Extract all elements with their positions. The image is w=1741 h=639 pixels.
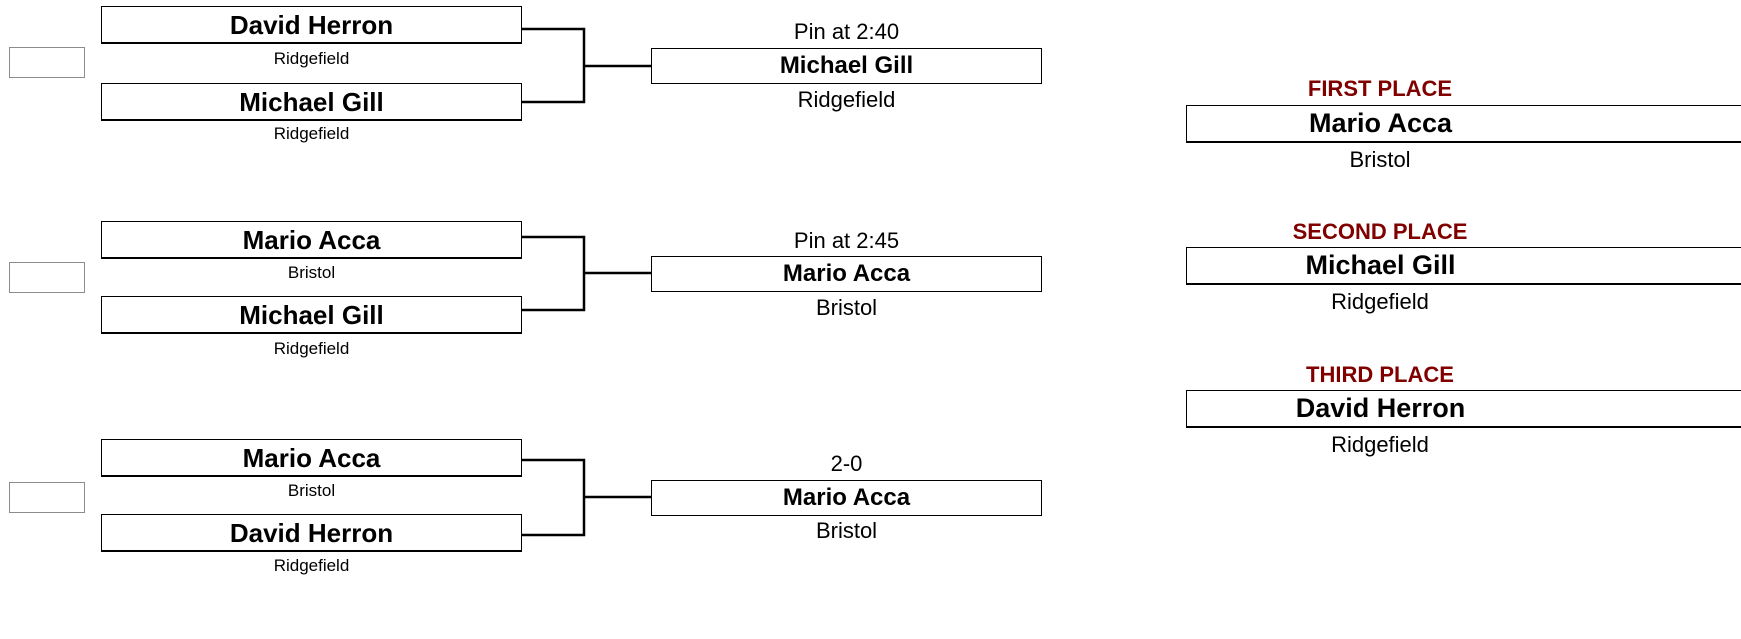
connector-line (521, 460, 584, 535)
bracket-2-top-name: Mario Acca (101, 221, 522, 259)
bracket-3-top-team: Bristol (287, 481, 336, 500)
bracket-3-bottom-name: David Herron (101, 514, 522, 552)
bracket-1-winner-team: Ridgefield (797, 87, 896, 112)
first-place-label: FIRST PLACE (1307, 76, 1453, 101)
bracket-3-top-name: Mario Acca (101, 439, 522, 477)
bracket-2-bottom-name: Michael Gill (101, 296, 522, 334)
bracket-2-winner-name: Mario Acca (651, 256, 1042, 292)
bracket-3-result: 2-0 (830, 451, 863, 476)
blank-entry-box[interactable] (9, 47, 85, 78)
connector-line (521, 29, 584, 102)
bracket-1-top-team: Ridgefield (273, 49, 350, 68)
bracket-3-winner-team: Bristol (815, 518, 878, 543)
connector-line (521, 237, 584, 310)
first-place-name: Mario Acca (1186, 105, 1741, 143)
bracket-2-winner-team: Bristol (815, 295, 878, 320)
blank-entry-box[interactable] (9, 262, 85, 293)
bracket-2-top-team: Bristol (287, 263, 336, 282)
second-place-name: Michael Gill (1186, 247, 1741, 285)
blank-entry-box[interactable] (9, 482, 85, 513)
bracket-1-bottom-name: Michael Gill (101, 83, 522, 121)
second-place-team: Ridgefield (1331, 289, 1429, 314)
bracket-1-winner-name: Michael Gill (651, 48, 1042, 84)
bracket-1-bottom-team: Ridgefield (273, 124, 350, 143)
bracket-1-top-name: David Herron (101, 6, 522, 44)
bracket-3-winner-name: Mario Acca (651, 480, 1042, 516)
first-place-team: Bristol (1349, 147, 1411, 172)
bracket-2-result: Pin at 2:45 (793, 228, 900, 253)
second-place-label: SECOND PLACE (1292, 219, 1468, 244)
bracket-1-result: Pin at 2:40 (793, 19, 900, 44)
third-place-label: THIRD PLACE (1306, 362, 1454, 387)
third-place-team: Ridgefield (1331, 432, 1429, 457)
bracket-3-bottom-team: Ridgefield (273, 556, 350, 575)
bracket-2-bottom-team: Ridgefield (273, 339, 350, 358)
third-place-name: David Herron (1186, 390, 1741, 428)
